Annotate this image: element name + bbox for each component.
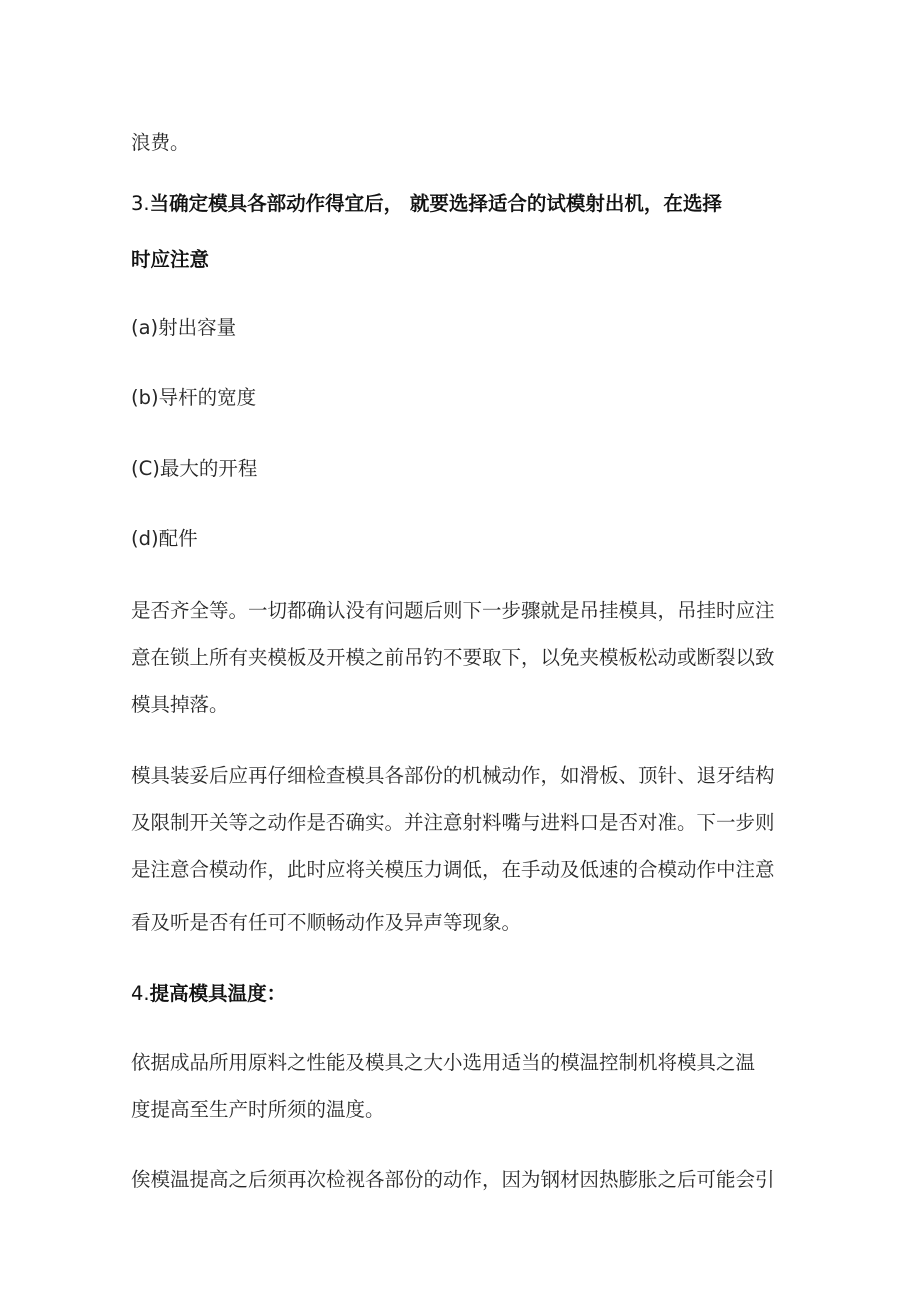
heading-text: 提高模具温度：: [149, 982, 287, 1005]
list-item-text: (a)射出容量: [131, 316, 237, 339]
paragraph-line: [131, 1098, 385, 1122]
paragraph-line: [131, 1168, 775, 1192]
section-3-heading-cont: [131, 248, 209, 272]
list-item-text: (b)导杆的宽度: [131, 386, 257, 409]
list-item-c: [131, 457, 257, 481]
heading-text: 时应注意: [131, 248, 210, 271]
text: 意在锁上所有夹模板及开模之前吊钓不要取下，以免夹模板松动或断裂以致: [131, 646, 775, 669]
text: 是否齐全等。一切都确认没有问题后则下一步骤就是吊挂模具，吊挂时应注: [131, 599, 775, 622]
text: 是注意合模动作，此时应将关模压力调低，在手动及低速的合模动作中注意: [131, 858, 775, 881]
section-4-heading: [131, 982, 286, 1006]
heading-text: 当确定模具各部动作得宜后， 就要选择适合的试模射出机，在选择: [149, 192, 722, 215]
text: 度提高至生产时所须的温度。: [131, 1098, 385, 1121]
paragraph-line: [131, 646, 775, 670]
section-number: 4.: [131, 982, 150, 1005]
list-item-b: [131, 386, 256, 410]
list-item-d: [131, 527, 198, 551]
text: 及限制开关等之动作是否确实。并注意射料嘴与进料口是否对准。下一步则: [131, 811, 775, 834]
text: 看及听是否有任可不顺畅动作及异声等现象。: [131, 911, 522, 934]
paragraph-line: [131, 764, 775, 788]
paragraph-line: [131, 911, 521, 935]
text: 依据成品所用原料之性能及模具之大小选用适当的模温控制机将模具之温: [131, 1051, 756, 1074]
paragraph-line: [131, 1051, 755, 1075]
text: 俟模温提高之后须再次检视各部份的动作，因为钢材因热膨胀之后可能会引: [131, 1168, 775, 1191]
text: 模具装妥后应再仔细检查模具各部份的机械动作，如滑板、顶针、退牙结构: [131, 764, 775, 787]
text: 浪费。: [131, 131, 190, 154]
paragraph-line: [131, 131, 190, 155]
paragraph-line: [131, 858, 775, 882]
list-item-a: [131, 316, 236, 340]
paragraph-line: [131, 693, 229, 717]
list-item-text: (C)最大的开程: [131, 457, 258, 480]
paragraph-line: [131, 811, 775, 835]
section-3-heading: [131, 192, 722, 216]
paragraph-line: [131, 599, 775, 623]
text: 模具掉落。: [131, 693, 229, 716]
list-item-text: (d)配件: [131, 527, 198, 550]
section-number: 3.: [131, 192, 150, 215]
